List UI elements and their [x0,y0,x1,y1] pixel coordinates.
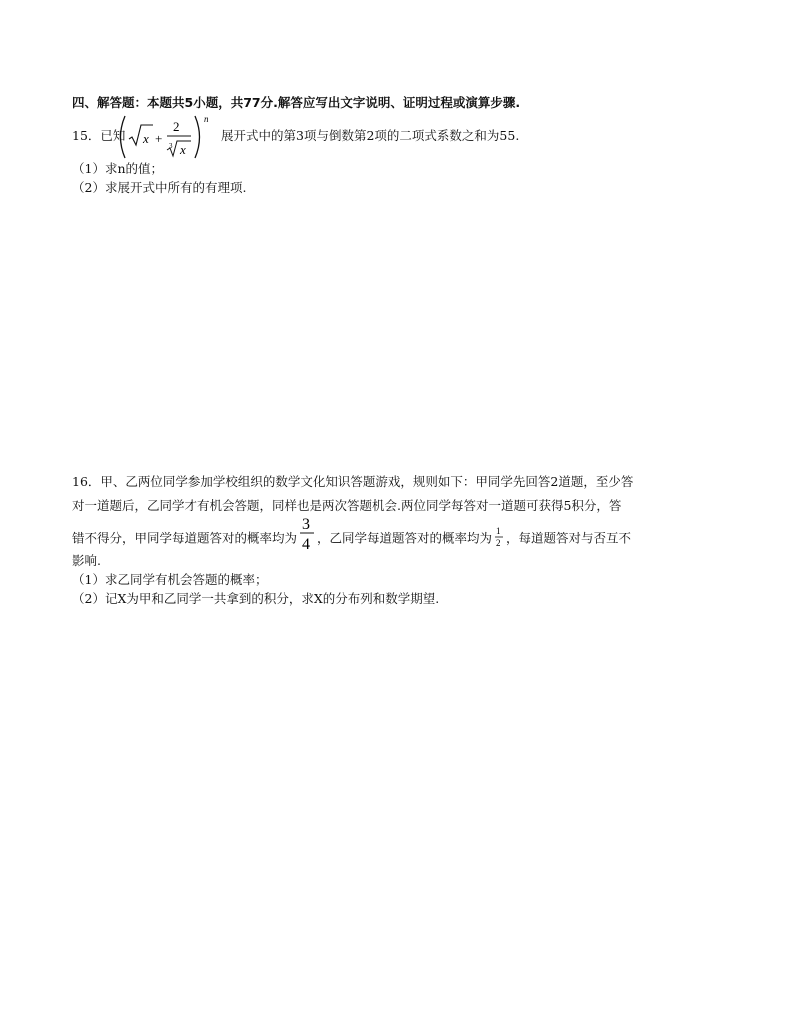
q16-part-2: （2）记X为甲和乙同学一共拿到的积分，求X的分布列和数学期望. [72,591,440,606]
sqrt-var: x [143,131,149,146]
q16-line-3-a: 错不得分，甲同学每道题答对的概率均为 [72,530,298,546]
q16-line-4: 影响. [72,553,101,568]
q16-line-3 [72,516,632,552]
section-heading: 四、解答题：本题共5小题，共77分.解答应写出文字说明、证明过程或演算步骤. [72,95,521,110]
q16-line-1: 16．甲、乙两位同学参加学校组织的数学文化知识答题游戏，规则如下：甲同学先回答2道题，至少答 [72,474,634,489]
frac-b-num: 1 [496,526,501,536]
q16-line-3-c: ，每道题答对与否互不 [506,530,632,546]
right-paren [195,116,200,158]
root-index: 3 [169,142,173,150]
left-paren [121,116,126,158]
sqrt-sign [129,125,153,145]
fraction-three-quarters [299,514,315,552]
q15-part-2: （2）求展开式中所有的有理项. [72,180,247,195]
q16-line-3-b: ，乙同学每道题答对的概率均为 [317,530,493,546]
frac-b-den: 2 [496,538,501,548]
frac-a-den: 4 [302,536,311,552]
fraction-numerator: 2 [173,119,180,134]
q15-number: 15．已知 [72,128,126,143]
q15-binomial-formula [116,112,216,162]
q15-part-1: （1）求n的值； [72,161,164,176]
fraction-one-half [494,525,504,549]
frac-a-num: 3 [302,516,311,533]
exponent: n [204,114,209,124]
plus-sign: + [155,131,163,146]
cube-root-var: x [180,142,186,157]
q16-line-2: 对一道题后，乙同学才有机会答题，同样也是两次答题机会.两位同学每答对一道题可获得5积分，答 [72,498,622,513]
q15-stem-tail: 展开式中的第3项与倒数第2项的二项式系数之和为55. [221,128,520,143]
q16-part-1: （1）求乙同学有机会答题的概率； [72,572,268,587]
